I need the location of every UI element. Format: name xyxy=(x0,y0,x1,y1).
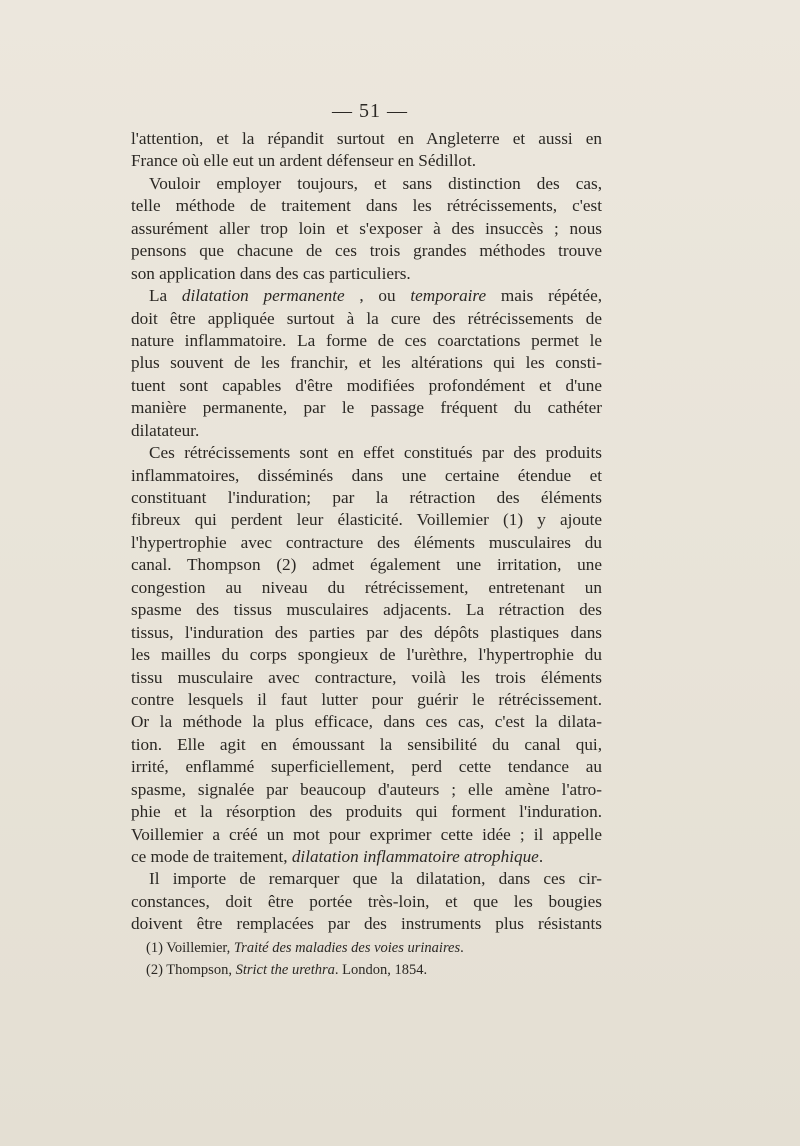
text-segment: irrité, enflammé superficiellement, perd cette tendance au xyxy=(131,757,602,777)
text-line xyxy=(131,577,602,599)
text-segment: inflammatoires, disséminés dans une certaine étendue et xyxy=(131,465,602,485)
text-segment: Vouloir employer toujours, et sans distinction des cas, xyxy=(149,173,602,193)
text-line xyxy=(131,173,602,195)
text-segment: Ces rétrécissements sont en effet constitués par des produits xyxy=(149,443,602,463)
text-line xyxy=(131,644,602,666)
page-number: — 51 — xyxy=(332,100,408,122)
text-line xyxy=(131,599,602,621)
text-line xyxy=(131,330,602,352)
italic-text: temporaire xyxy=(410,286,487,306)
text-segment: Voillemier a créé un mot pour exprimer cette idée ; il appelle xyxy=(131,824,602,844)
footnotes xyxy=(146,937,616,981)
text-line xyxy=(131,532,602,554)
text-segment: l'attention, et la répandit surtout en Angleterre et aussi en xyxy=(131,129,602,148)
text-line xyxy=(131,509,602,531)
text-segment: nature inflammatoire. La forme de ces coarctations permet le xyxy=(131,330,602,350)
text-line xyxy=(131,308,602,330)
text-line xyxy=(131,397,602,419)
text-line xyxy=(131,150,602,172)
footnote xyxy=(146,937,616,959)
text-segment: La xyxy=(149,286,182,306)
text-line xyxy=(131,846,602,868)
text-line xyxy=(131,667,602,689)
text-segment: contre lesquels il faut lutter pour guérir le rétrécissement. xyxy=(131,689,602,709)
text-segment: ce mode de traitement, xyxy=(131,847,292,866)
text-segment: France où elle eut un ardent défenseur en Sédillot. xyxy=(131,151,477,171)
text-line xyxy=(131,801,602,823)
footnote-number: (2) xyxy=(146,962,163,978)
text-line xyxy=(131,779,602,801)
italic-text: dilatation permanente xyxy=(181,286,345,306)
text-line xyxy=(131,913,602,935)
text-line xyxy=(131,240,602,262)
text-segment: l'hypertrophie avec contracture des éléments musculaires du xyxy=(131,532,602,552)
body-text xyxy=(131,128,602,936)
text-segment: pensons que chacune de ces trois grandes méthodes trouve xyxy=(131,241,602,261)
text-segment: doit être appliquée surtout à la cure des rétrécissements de xyxy=(131,308,602,328)
text-line xyxy=(131,487,602,509)
text-segment: les mailles du corps spongieux de l'urèthre, l'hypertrophie du xyxy=(131,645,602,665)
text-line xyxy=(131,420,602,442)
text-segment: assurément aller trop loin et s'exposer à des insuccès ; nous xyxy=(131,218,602,238)
text-segment: tion. Elle agit en émoussant la sensibilité du canal qui, xyxy=(131,734,602,754)
text-segment: Or la méthode la plus efficace, dans ces cas, c'est la dilata- xyxy=(131,712,602,732)
text-line xyxy=(131,689,602,711)
text-segment: dilatateur. xyxy=(131,420,200,440)
footnote-title: Traité des maladies des voies urinaires xyxy=(233,940,461,956)
text-segment: phie et la résorption des produits qui forment l'induration. xyxy=(131,802,602,822)
text-segment: constituant l'induration; par la rétraction des éléments xyxy=(131,488,602,507)
text-line xyxy=(131,128,602,150)
text-line xyxy=(131,442,602,464)
footnote-rest: . London, 1854. xyxy=(334,962,428,978)
text-segment: manière permanente, par le passage fréquent du cathéter xyxy=(131,398,602,418)
footnote-author: Voillemier, xyxy=(166,940,231,956)
text-line xyxy=(131,195,602,217)
text-line xyxy=(131,375,602,397)
text-line xyxy=(131,756,602,778)
text-segment: doivent être remplacées par des instruments plus résistants xyxy=(131,914,602,934)
text-segment: canal. Thompson (2) admet également une irritation, une xyxy=(131,555,602,575)
text-line xyxy=(131,891,602,913)
footnote-title: Strict the urethra xyxy=(235,962,335,978)
text-line xyxy=(131,263,602,285)
text-segment: congestion au niveau du rétrécissement, entretenant un xyxy=(131,577,602,597)
footnote xyxy=(146,959,616,981)
text-segment: constances, doit être portée très-loin, et que les bougies xyxy=(131,891,602,911)
text-segment: Il importe de remarquer que la dilatation, dans ces cir- xyxy=(149,869,602,889)
text-segment: spasme des tissus musculaires adjacents. La rétraction des xyxy=(131,600,602,620)
text-segment: tuent sont capables d'être modifiées profondément et d'une xyxy=(131,375,602,395)
text-segment: spasme, signalée par beaucoup d'auteurs ; elle amène l'atro- xyxy=(131,779,602,799)
text-segment: , ou xyxy=(344,286,411,306)
text-line xyxy=(131,622,602,644)
text-segment: telle méthode de traitement dans les rétrécissements, c'est xyxy=(131,196,602,216)
text-segment: . xyxy=(538,847,544,866)
text-line xyxy=(131,734,602,756)
text-segment: mais répétée, xyxy=(486,286,602,306)
text-line xyxy=(131,868,602,890)
text-segment: tissus, l'induration des parties par des dépôts plastiques dans xyxy=(131,622,602,642)
italic-text: dilatation inflammatoire atrophique xyxy=(291,847,539,866)
footnote-number: (1) xyxy=(146,940,163,956)
text-line xyxy=(131,824,602,846)
text-segment: plus souvent de les franchir, et les altérations qui les consti- xyxy=(131,353,602,373)
text-line xyxy=(131,711,602,733)
text-line xyxy=(131,465,602,487)
footnote-author: Thompson, xyxy=(166,962,232,978)
text-line xyxy=(131,554,602,576)
text-line xyxy=(131,218,602,240)
text-line xyxy=(131,285,602,307)
text-segment: son application dans des cas particuliers. xyxy=(131,263,411,283)
footnote-rest: . xyxy=(460,940,464,956)
text-segment: fibreux qui perdent leur élasticité. Voillemier (1) y ajoute xyxy=(131,510,602,530)
text-segment: tissu musculaire avec contracture, voilà les trois éléments xyxy=(131,667,602,687)
text-line xyxy=(131,352,602,374)
